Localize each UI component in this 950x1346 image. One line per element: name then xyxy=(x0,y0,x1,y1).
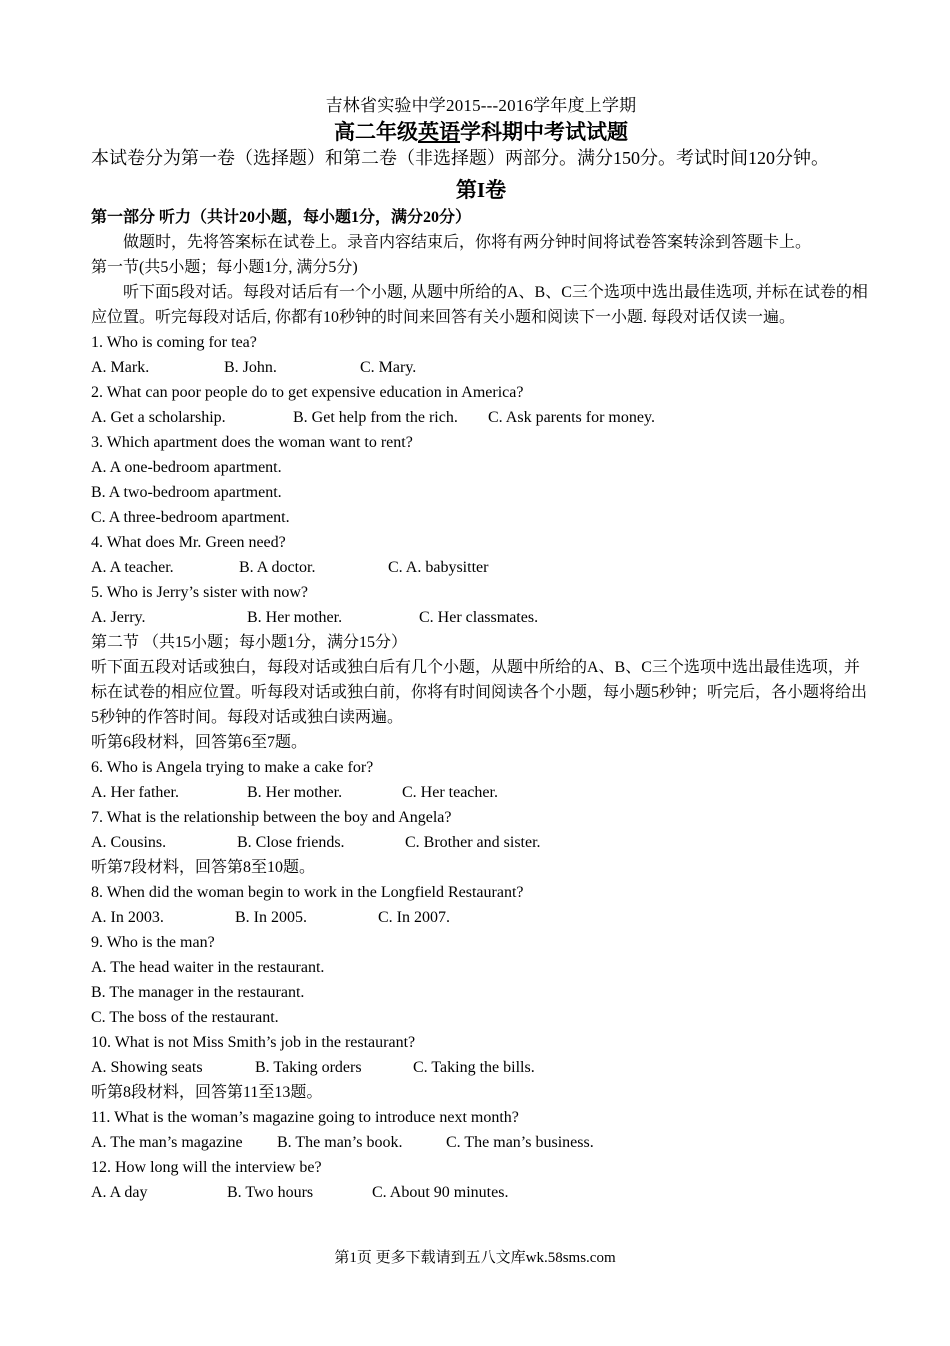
option-b: B. In 2005. xyxy=(235,909,307,926)
option-c: C. A three-bedroom apartment. xyxy=(91,509,290,526)
question-2: 2. What can poor people do to get expensive education in America? xyxy=(91,384,524,401)
part1-instruction: 做题时，先将答案标在试卷上。录音内容结束后，你将有两分钟时间将试卷答案转涂到答题卡上。 xyxy=(123,234,812,251)
option-b: B. The man’s book. xyxy=(277,1134,403,1151)
option-c: C. The boss of the restaurant. xyxy=(91,1009,279,1026)
option-a: A. The head waiter in the restaurant. xyxy=(91,959,325,976)
school-header: 吉林省实验中学2015---2016学年度上学期 xyxy=(325,96,637,115)
option-b: B. John. xyxy=(224,359,277,376)
question-1: 1. Who is coming for tea? xyxy=(91,334,257,351)
question-7-options xyxy=(91,830,871,855)
volume-heading: 第I卷 xyxy=(455,178,507,202)
option-a: A. In 2003. xyxy=(91,909,164,926)
option-a: A. Her father. xyxy=(91,784,179,801)
option-c: C. Her classmates. xyxy=(419,609,539,626)
question-5: 5. Who is Jerry’s sister with now? xyxy=(91,584,309,601)
option-a: A. Cousins. xyxy=(91,834,167,851)
page-footer: 第1页 更多下载请到五八文库wk.58sms.com xyxy=(334,1250,616,1266)
option-c: C. Ask parents for money. xyxy=(488,409,655,426)
exam-title xyxy=(91,118,871,146)
option-b: B. Her mother. xyxy=(247,609,343,626)
question-10: 10. What is not Miss Smith’s job in the restaurant? xyxy=(91,1034,416,1051)
option-a: A. A teacher. xyxy=(91,559,174,576)
section1-instruction: 听下面5段对话。每段对话后有一个小题, 从题中所给的A、B、C三个选项中选出最佳选项, 并标在试卷的相应位置。听完每段对话后, 你都有10秒钟的时间来回答有关小题和阅读下一小题. 每段对话仅读一遍。 xyxy=(91,284,868,326)
option-a: A. Jerry. xyxy=(91,609,146,626)
question-8: 8. When did the woman begin to work in the Longfield Restaurant? xyxy=(91,884,524,901)
option-a: A. A one-bedroom apartment. xyxy=(91,459,282,476)
option-b: B. Get help from the rich. xyxy=(293,409,458,426)
question-9: 9. Who is the man? xyxy=(91,934,215,951)
option-b: B. Taking orders xyxy=(255,1059,362,1076)
option-a: A. The man’s magazine xyxy=(91,1134,243,1151)
question-7: 7. What is the relationship between the boy and Angela? xyxy=(91,809,452,826)
option-c: C. Her teacher. xyxy=(402,784,498,801)
section2-instruction: 听下面五段对话或独白，每段对话或独白后有几个小题，从题中所给的A、B、C三个选项中选出最佳选项，并标在试卷的相应位置。听每段对话或独白前，你将有时间阅读各个小题，每小题5秒钟；听完后，各小题将给出5秒钟的作答时间。每段对话或独白读两遍。 xyxy=(91,659,868,726)
question-6: 6. Who is Angela trying to make a cake for? xyxy=(91,759,374,776)
option-c: C. Brother and sister. xyxy=(405,834,541,851)
option-c: C. A. babysitter xyxy=(388,559,489,576)
question-4-options xyxy=(91,555,871,580)
title-grade: 高二年级 xyxy=(334,120,418,144)
question-12: 12. How long will the interview be? xyxy=(91,1159,322,1176)
option-a: A. Get a scholarship. xyxy=(91,409,226,426)
part1-heading: 第一部分 听力（共计20小题，每小题1分，满分20分） xyxy=(91,209,472,226)
material-8-note: 听第8段材料，回答第11至13题。 xyxy=(91,1084,323,1101)
question-12-options xyxy=(91,1180,871,1205)
material-7-note: 听第7段材料，回答第8至10题。 xyxy=(91,859,316,876)
question-6-options xyxy=(91,780,871,805)
question-8-options xyxy=(91,905,871,930)
question-11: 11. What is the woman’s magazine going to introduce next month? xyxy=(91,1109,519,1126)
material-6-note: 听第6段材料，回答第6至7题。 xyxy=(91,734,308,751)
question-4: 4. What does Mr. Green need? xyxy=(91,534,286,551)
option-a: A. Showing seats xyxy=(91,1059,203,1076)
option-b: B. The manager in the restaurant. xyxy=(91,984,305,1001)
option-c: C. Mary. xyxy=(360,359,417,376)
question-10-options xyxy=(91,1055,871,1080)
question-2-options xyxy=(91,405,871,430)
question-5-options xyxy=(91,605,871,630)
title-subject: 英语 xyxy=(418,120,460,144)
question-1-options xyxy=(91,355,871,380)
title-suffix: 学科期中考试试题 xyxy=(460,120,628,144)
option-c: C. About 90 minutes. xyxy=(372,1184,509,1201)
question-3: 3. Which apartment does the woman want to rent? xyxy=(91,434,413,451)
option-b: B. Her mother. xyxy=(247,784,343,801)
option-c: C. Taking the bills. xyxy=(413,1059,535,1076)
option-c: C. In 2007. xyxy=(378,909,450,926)
page-content xyxy=(91,94,871,1205)
option-a: A. A day xyxy=(91,1184,148,1201)
option-b: B. A two-bedroom apartment. xyxy=(91,484,282,501)
section2-heading: 第二节 （共15小题；每小题1分，满分15分） xyxy=(91,634,408,651)
option-b: B. Two hours xyxy=(227,1184,314,1201)
option-b: B. A doctor. xyxy=(239,559,316,576)
section1-heading: 第一节(共5小题；每小题1分, 满分5分) xyxy=(91,259,358,276)
option-c: C. The man’s business. xyxy=(446,1134,594,1151)
option-b: B. Close friends. xyxy=(237,834,345,851)
option-a: A. Mark. xyxy=(91,359,150,376)
exam-intro: 本试卷分为第一卷（选择题）和第二卷（非选择题）两部分。满分150分。考试时间120分钟。 xyxy=(91,148,829,168)
question-11-options xyxy=(91,1130,871,1155)
